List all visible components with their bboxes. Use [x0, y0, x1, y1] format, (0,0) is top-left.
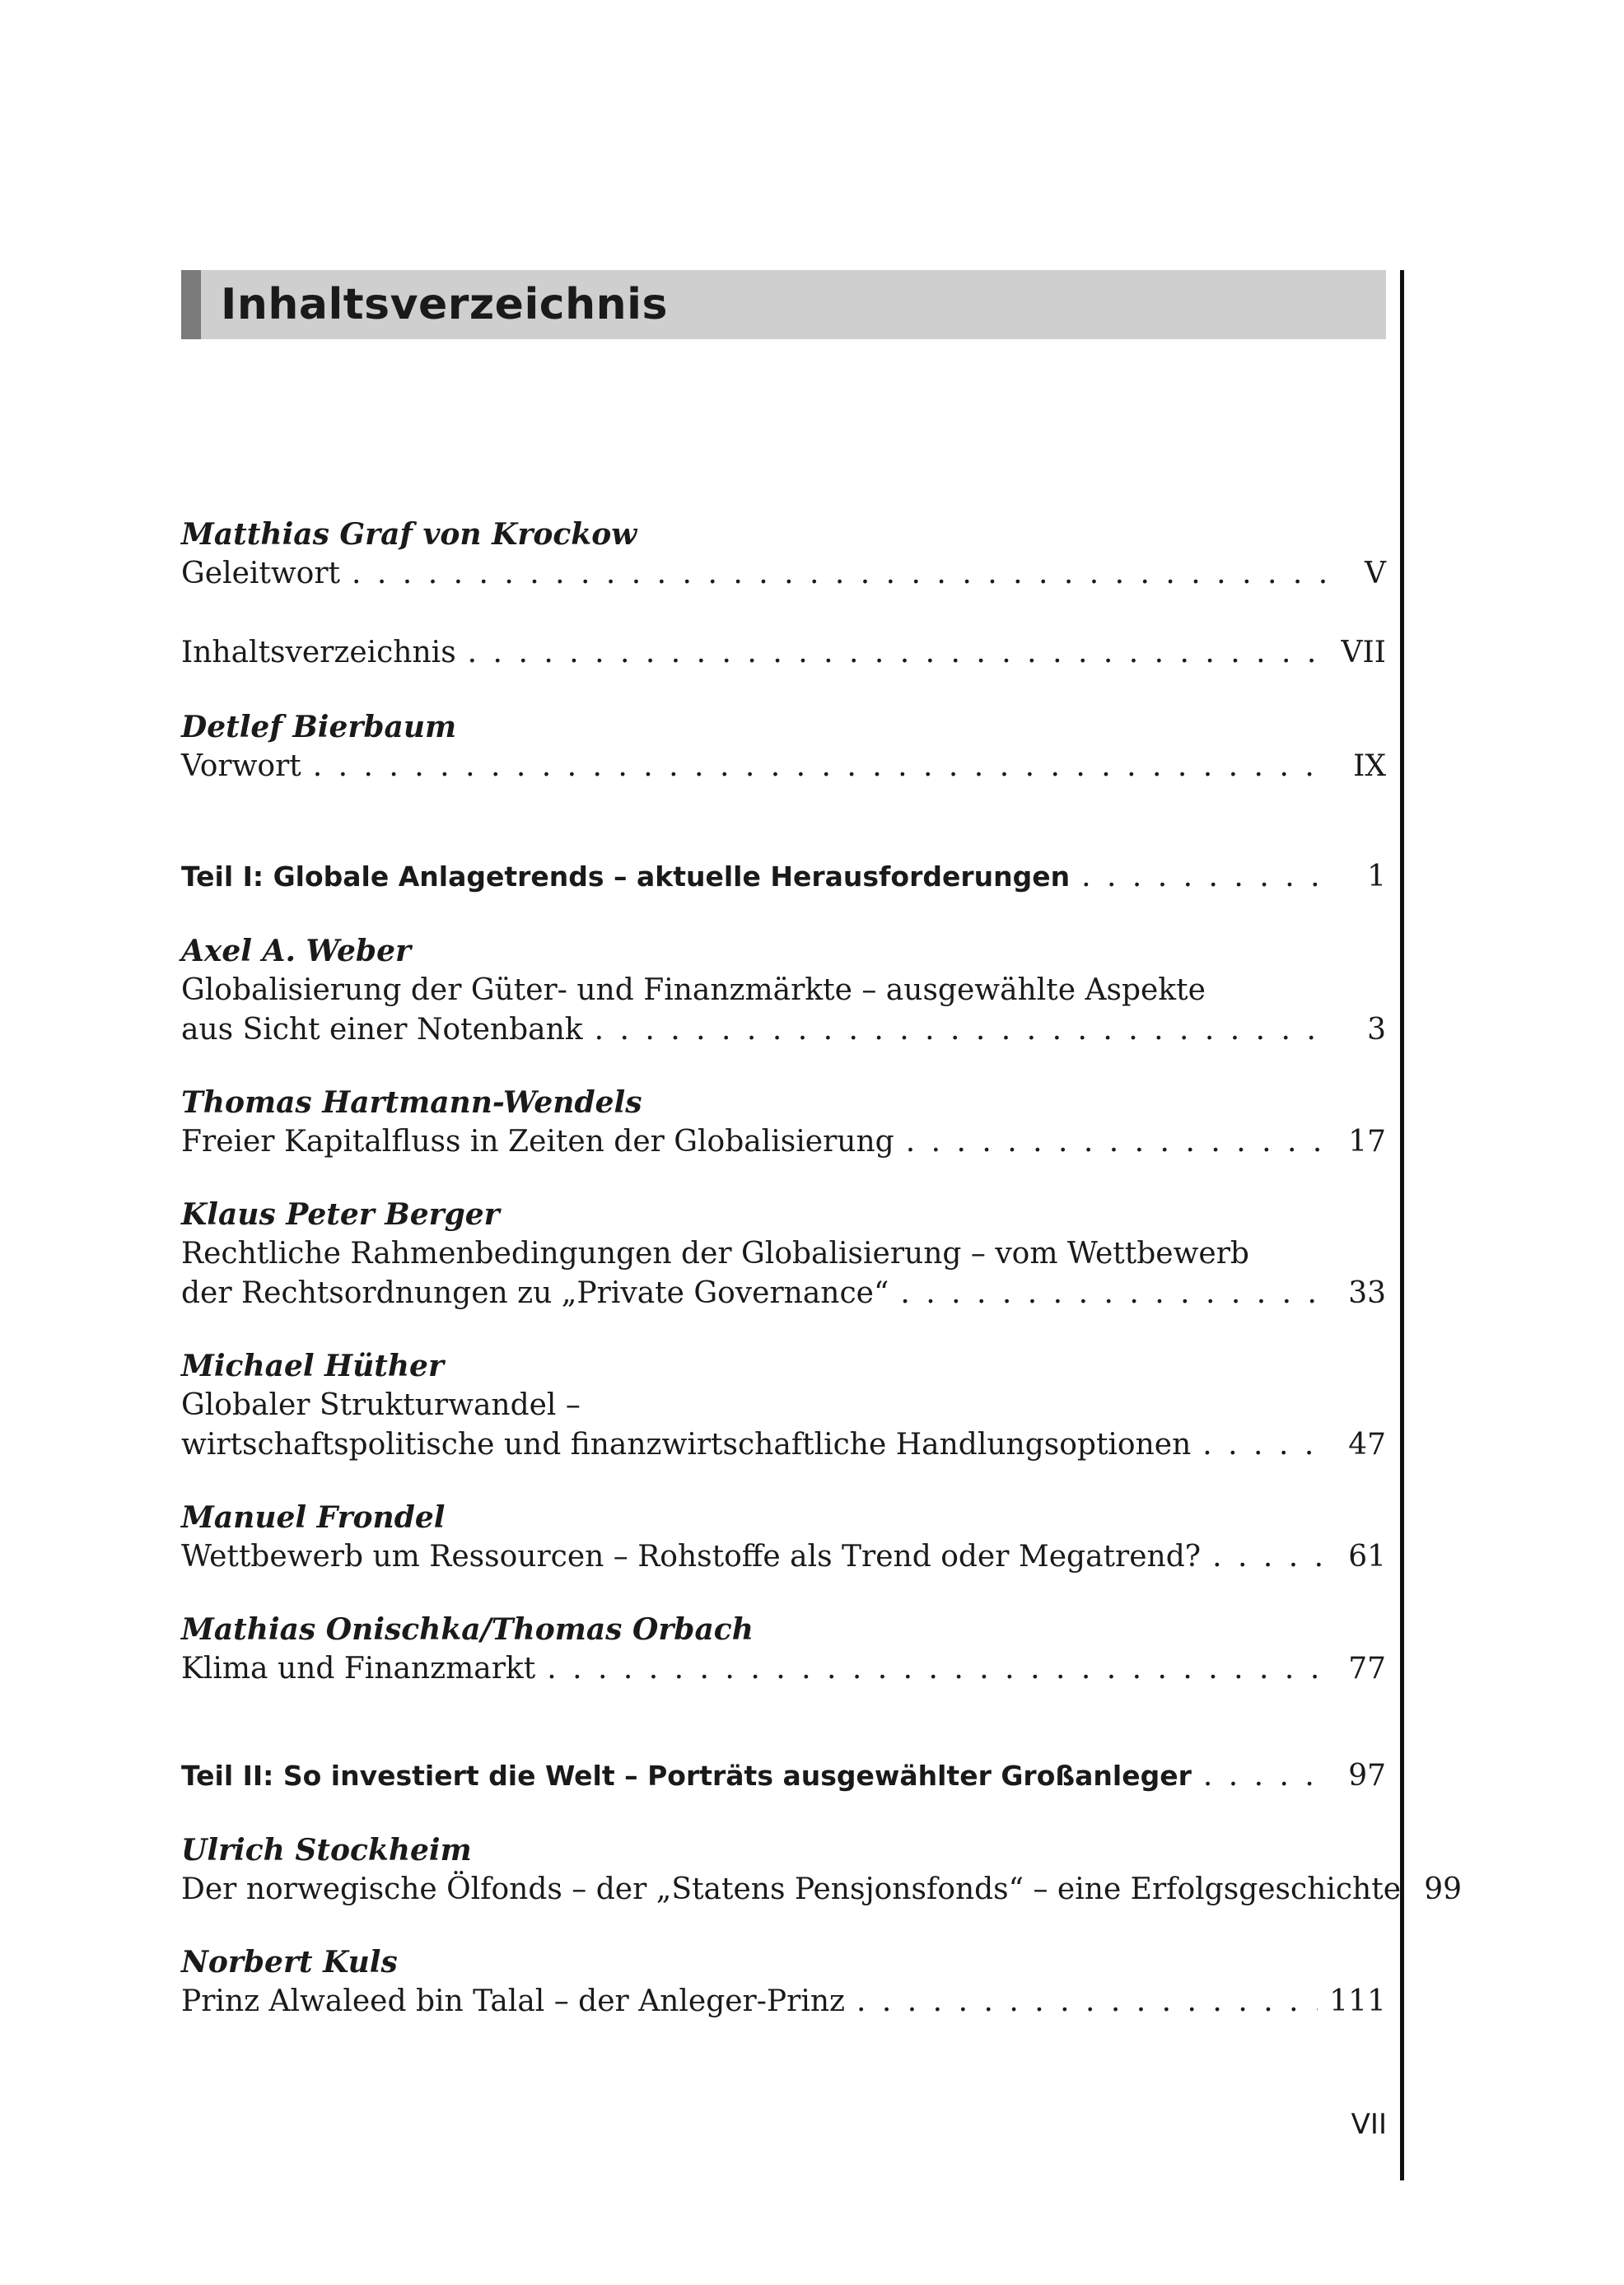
toc-entry-row	[181, 1537, 1386, 1577]
toc-entry-author: Michael Hüther	[181, 1349, 444, 1383]
heading-accent	[181, 270, 201, 339]
toc-entry-page: 99	[1424, 1872, 1463, 1906]
toc-entry-title-line: Globaler Strukturwandel –	[181, 1388, 581, 1422]
toc-entry-author: Ulrich Stockheim	[181, 1833, 472, 1868]
toc-part-heading	[181, 857, 1386, 897]
toc-entry	[181, 931, 1386, 1050]
toc-entry-title-line: Rechtliche Rahmenbedingungen der Globalisierung – vom Wettbewerb	[181, 1237, 1249, 1271]
margin-rule-lower	[1400, 1707, 1404, 2180]
toc-entry-row	[181, 1649, 1386, 1689]
toc-entry-row	[181, 633, 1386, 673]
toc-entry	[181, 1083, 1386, 1162]
toc-entry-page: 47	[1348, 1428, 1386, 1462]
toc-entry-title: Klima und Finanzmarkt	[181, 1652, 536, 1686]
dot-leader	[1191, 1425, 1325, 1465]
dot-leader	[583, 1010, 1325, 1050]
toc-entry-author: Klaus Peter Berger	[181, 1197, 500, 1232]
toc-entry	[181, 1498, 1386, 1577]
toc-entry-author: Matthias Graf von Krockow	[181, 517, 637, 552]
dot-leader	[845, 1982, 1318, 2022]
toc-entry-page: 61	[1348, 1540, 1386, 1574]
toc-entry-row	[181, 1010, 1386, 1050]
margin-rule-upper	[1400, 270, 1404, 1707]
toc-entry-page: 3	[1367, 1013, 1386, 1047]
toc-entry-row	[181, 747, 1386, 786]
part-title: Teil II: So investiert die Welt – Porträts ausgewählter Großanleger	[181, 1760, 1192, 1792]
table-of-contents	[181, 515, 1463, 2022]
toc-entry-row	[181, 1425, 1386, 1465]
page-number: VII	[1351, 2108, 1387, 2141]
toc-entry-page: IX	[1353, 749, 1386, 783]
toc-entry-page: 33	[1348, 1276, 1386, 1310]
page-title: Inhaltsverzeichnis	[221, 280, 668, 329]
dot-leader	[1070, 857, 1325, 897]
dot-leader	[1201, 1537, 1325, 1577]
toc-entry	[181, 1195, 1386, 1313]
toc-entry-page: VII	[1341, 636, 1386, 669]
toc-entry-page: 97	[1348, 1759, 1386, 1793]
toc-entry	[181, 1830, 1463, 1910]
part-title: Teil I: Globale Anlagetrends – aktuelle Herausforderungen	[181, 860, 1071, 893]
toc-entry-title: aus Sicht einer Notenbank	[181, 1013, 583, 1047]
toc-entry	[181, 515, 1386, 594]
toc-entry-row	[181, 1870, 1463, 1910]
toc-entry-title: wirtschaftspolitische und finanzwirtschaftliche Handlungsoptionen	[181, 1428, 1192, 1462]
toc-entry-author: Manuel Frondel	[181, 1500, 446, 1535]
toc-entry-page: 1	[1367, 860, 1386, 893]
toc-entry-page: 111	[1329, 1984, 1386, 2018]
toc-entry-title: Vorwort	[181, 749, 301, 783]
toc-entry-title: Freier Kapitalfluss in Zeiten der Globalisierung	[181, 1125, 894, 1159]
toc-entry-title-line: Globalisierung der Güter- und Finanzmärkte – ausgewählte Aspekte	[181, 973, 1206, 1007]
toc-entry-title: Der norwegische Ölfonds – der „Statens Pensjonsfonds“ – eine Erfolgsgeschichte	[181, 1872, 1402, 1906]
dot-leader	[889, 1274, 1325, 1313]
dot-leader	[456, 633, 1325, 673]
toc-entry-row	[181, 1122, 1386, 1162]
toc-entry	[181, 633, 1386, 673]
toc-entry-title: Prinz Alwaleed bin Talal – der Anleger-Prinz	[181, 1984, 846, 2018]
toc-entry-row	[181, 857, 1386, 897]
toc-entry	[181, 707, 1386, 786]
dot-leader	[1192, 1756, 1325, 1796]
dot-leader	[301, 747, 1325, 786]
dot-leader	[340, 554, 1325, 594]
toc-part-heading	[181, 1756, 1386, 1796]
toc-entry-row	[181, 1756, 1386, 1796]
toc-entry-title: Geleitwort	[181, 557, 341, 590]
toc-entry-author: Norbert Kuls	[181, 1945, 398, 1980]
toc-entry	[181, 1610, 1386, 1689]
toc-entry-author: Detlef Bierbaum	[181, 710, 457, 744]
heading-bar	[181, 270, 1386, 339]
toc-entry-author: Axel A. Weber	[181, 934, 411, 968]
toc-entry-title: Inhaltsverzeichnis	[181, 636, 456, 669]
toc-entry-row	[181, 554, 1386, 594]
toc-entry-page: 17	[1348, 1125, 1386, 1159]
toc-entry-author: Mathias Onischka/Thomas Orbach	[181, 1612, 754, 1647]
dot-leader	[535, 1649, 1325, 1689]
toc-entry	[181, 1942, 1386, 2022]
toc-entry-row	[181, 1982, 1386, 2022]
dot-leader	[894, 1122, 1325, 1162]
toc-entry-page: 77	[1348, 1652, 1386, 1686]
toc-entry	[181, 1346, 1386, 1465]
toc-entry-author: Thomas Hartmann-Wendels	[181, 1085, 642, 1120]
toc-entry-page: V	[1365, 557, 1386, 590]
toc-entry-title: Wettbewerb um Ressourcen – Rohstoffe als Trend oder Megatrend?	[181, 1540, 1202, 1574]
toc-entry-title: der Rechtsordnungen zu „Private Governance“	[181, 1276, 889, 1310]
toc-entry-row	[181, 1274, 1386, 1313]
